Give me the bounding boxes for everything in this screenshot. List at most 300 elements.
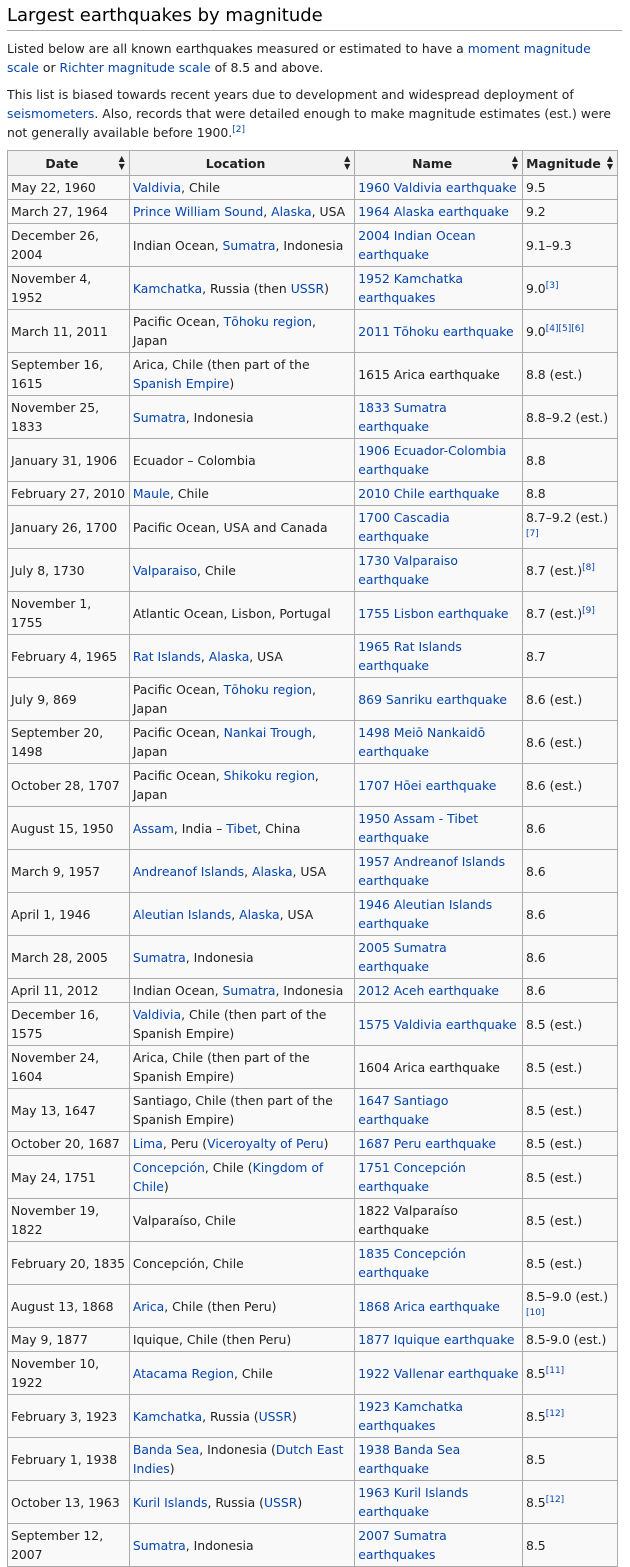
cell-name — [355, 979, 523, 1003]
cell-name — [355, 1328, 523, 1352]
cell-date: April 11, 2012 — [8, 979, 130, 1003]
wiki-link[interactable]: 1755 Lisbon earthquake — [358, 605, 509, 621]
wiki-link[interactable]: USSR — [263, 1494, 298, 1510]
wiki-link[interactable]: 1498 Meiō Nankaidō earthquake — [358, 725, 486, 759]
text-fragment: 8.5 (est.) — [525, 1255, 583, 1271]
wiki-link[interactable]: 1751 Concepción earthquake — [358, 1160, 466, 1194]
text-fragment: 9.5 — [525, 180, 546, 195]
intro-paragraph-1 — [7, 39, 622, 77]
cell-name — [355, 549, 523, 592]
wiki-link[interactable]: 1957 Andreanof Islands earthquake — [358, 854, 506, 888]
text-fragment: ) — [324, 280, 329, 296]
table-row — [8, 1242, 618, 1285]
cell-date: November 10, 1922 — [8, 1352, 130, 1395]
citation-superscript — [546, 1494, 564, 1504]
column-header-label: Location — [205, 155, 266, 171]
cell-location — [129, 893, 354, 936]
cell-date: February 4, 1965 — [8, 635, 130, 678]
text-fragment: , Indonesia — [275, 237, 344, 253]
citation-link[interactable]: [12] — [545, 1408, 565, 1419]
wiki-link[interactable]: Sumatra — [132, 1537, 186, 1553]
column-header-label: Name — [412, 155, 453, 171]
cell-magnitude — [522, 224, 617, 267]
text-fragment: 8.7 — [525, 648, 546, 664]
text-fragment: ) — [297, 1494, 303, 1510]
cell-name — [355, 1199, 523, 1242]
cell-date: May 22, 1960 — [8, 176, 130, 200]
cell-date: January 26, 1700 — [8, 506, 130, 549]
table-row — [8, 506, 618, 549]
citation-link[interactable]: [11] — [545, 1365, 565, 1376]
cell-name — [355, 764, 523, 807]
cell-name — [355, 850, 523, 893]
wiki-link[interactable]: 1877 Iquique earthquake — [358, 1332, 515, 1347]
citation-link[interactable]: [9] — [582, 605, 595, 616]
citation-link[interactable]: [2] — [232, 124, 245, 135]
text-fragment: ) — [169, 1461, 175, 1476]
text-fragment: , Indonesia — [185, 409, 254, 425]
cell-location — [129, 353, 354, 396]
wiki-link[interactable]: Tibet — [226, 820, 258, 836]
cell-date: February 3, 1923 — [8, 1395, 130, 1438]
cell-magnitude — [522, 764, 617, 807]
cell-location — [129, 506, 354, 549]
citation-link[interactable]: [10] — [525, 1307, 545, 1318]
text-fragment: Pacific Ocean, — [132, 314, 224, 329]
table-row — [8, 979, 618, 1003]
cell-location — [129, 176, 354, 200]
cell-date: November 25, 1833 — [8, 396, 130, 439]
table-row — [8, 635, 618, 678]
wiki-link[interactable]: 2005 Sumatra earthquake — [358, 940, 447, 974]
cell-magnitude — [522, 1046, 617, 1089]
cell-magnitude — [522, 1524, 617, 1567]
wiki-link[interactable]: 1575 Valdivia earthquake — [358, 1016, 517, 1032]
text-fragment: , — [231, 906, 240, 922]
text-fragment: 9.1–9.3 — [525, 237, 572, 253]
cell-magnitude — [522, 1438, 617, 1481]
cell-name — [355, 439, 523, 482]
wiki-link[interactable]: 1952 Kamchatka earthquakes — [358, 271, 464, 305]
cell-name — [355, 482, 523, 506]
wiki-link[interactable]: Nankai Trough — [223, 725, 313, 740]
cell-date: October 28, 1707 — [8, 764, 130, 807]
table-row — [8, 200, 618, 224]
text-fragment: 8.6 — [525, 949, 546, 965]
cell-magnitude — [522, 482, 617, 506]
wiki-link[interactable]: seismometers — [7, 106, 95, 121]
cell-date: December 26, 2004 — [8, 224, 130, 267]
wiki-link[interactable]: Alaska — [271, 204, 312, 219]
wiki-link[interactable]: Richter magnitude scale — [59, 60, 211, 75]
text-fragment: , Chile (then part of the Spanish Empire) — [132, 1007, 327, 1041]
cell-magnitude — [522, 893, 617, 936]
text-fragment: 8.5 — [525, 1365, 546, 1381]
text-fragment: , Chile — [181, 180, 220, 195]
cell-date: November 4, 1952 — [8, 267, 130, 310]
cell-date: August 13, 1868 — [8, 1285, 130, 1328]
text-fragment: 8.6 (est.) — [525, 691, 583, 707]
cell-magnitude — [522, 721, 617, 764]
cell-magnitude — [522, 176, 617, 200]
wiki-link[interactable]: Kingdom of Chile — [132, 1160, 324, 1194]
cell-name — [355, 200, 523, 224]
wiki-link[interactable]: Alaska — [252, 863, 293, 879]
wiki-link[interactable]: 1946 Aleutian Islands earthquake — [358, 897, 493, 931]
text-fragment: 8.5 — [525, 1408, 546, 1424]
cell-date: March 9, 1957 — [8, 850, 130, 893]
text-fragment: Santiago, Chile (then part of the Spanish Empire) — [132, 1093, 333, 1127]
text-fragment: 8.5 — [525, 1494, 546, 1510]
text-fragment: , Russia ( — [202, 1408, 259, 1424]
text-fragment: , — [244, 863, 253, 879]
text-fragment: , — [263, 204, 272, 219]
citation-superscript — [546, 1365, 564, 1375]
cell-magnitude — [522, 1199, 617, 1242]
text-fragment: , Russia (then — [202, 280, 291, 296]
cell-name — [355, 1156, 523, 1199]
text-fragment: , Indonesia — [185, 949, 254, 965]
text-fragment: ) — [229, 376, 235, 391]
cell-location — [129, 482, 354, 506]
wiki-link[interactable]: 1868 Arica earthquake — [358, 1298, 500, 1314]
cell-name — [355, 807, 523, 850]
text-fragment: , Japan — [132, 768, 319, 802]
wiki-link[interactable]: Kuril Islands — [132, 1494, 208, 1510]
table-row — [8, 807, 618, 850]
wiki-link[interactable]: Tōhoku region — [223, 314, 313, 329]
wiki-link[interactable]: Aleutian Islands — [132, 906, 232, 922]
cell-location — [129, 224, 354, 267]
text-fragment: Listed below are all known earthquakes measured or estimated to have a — [7, 41, 468, 56]
cell-magnitude — [522, 1395, 617, 1438]
sort-arrows-icon[interactable]: ▲ ▼ — [118, 154, 125, 171]
wiki-link[interactable]: 869 Sanriku earthquake — [358, 691, 508, 707]
text-fragment: , India – — [173, 820, 227, 836]
cell-date: December 16, 1575 — [8, 1003, 130, 1046]
cell-name — [355, 1352, 523, 1395]
table-row — [8, 1352, 618, 1395]
wiki-link[interactable]: 1922 Vallenar earthquake — [358, 1365, 519, 1381]
wiki-link[interactable]: 1707 Hōei earthquake — [358, 777, 497, 793]
text-fragment: ) — [163, 1179, 169, 1194]
citation-link[interactable]: [4][5][6] — [545, 323, 584, 334]
wiki-link[interactable]: 1833 Sumatra earthquake — [358, 400, 447, 434]
text-fragment: 8.5 (est.) — [525, 1059, 583, 1075]
wiki-link[interactable]: Sumatra — [222, 237, 276, 253]
text-fragment: 8.7 (est.) — [525, 562, 583, 578]
text-fragment: 9.2 — [525, 204, 546, 219]
citation-superscript — [526, 1308, 544, 1318]
wiki-link[interactable]: Valdivia — [132, 1007, 182, 1022]
text-fragment: 8.6 — [525, 820, 546, 836]
cell-name — [355, 635, 523, 678]
wiki-link[interactable]: Tōhoku region — [223, 682, 313, 697]
cell-location — [129, 200, 354, 224]
text-fragment: 8.6 (est.) — [525, 777, 583, 793]
column-header-name[interactable] — [355, 151, 523, 176]
table-row — [8, 893, 618, 936]
cell-location — [129, 592, 354, 635]
text-fragment: Pacific Ocean, — [132, 682, 224, 697]
cell-magnitude — [522, 310, 617, 353]
cell-date: May 24, 1751 — [8, 1156, 130, 1199]
table-row — [8, 1524, 618, 1567]
column-header-magnitude[interactable] — [522, 151, 617, 176]
citation-superscript — [526, 529, 539, 539]
wiki-link[interactable]: Sumatra — [132, 409, 186, 425]
table-row — [8, 1438, 618, 1481]
text-fragment: 1604 Arica earthquake — [358, 1059, 500, 1075]
wiki-link[interactable]: Prince William Sound — [132, 204, 264, 219]
text-fragment: ) — [292, 1408, 297, 1424]
text-fragment: 8.5 (est.) — [525, 1136, 583, 1151]
text-fragment: 8.6 — [525, 906, 546, 922]
cell-magnitude — [522, 353, 617, 396]
citation-superscript — [546, 280, 559, 290]
cell-name — [355, 1395, 523, 1438]
cell-date: November 19, 1822 — [8, 1199, 130, 1242]
cell-name — [355, 893, 523, 936]
wiki-link[interactable]: 1938 Banda Sea earthquake — [358, 1442, 461, 1476]
text-fragment: Pacific Ocean, — [132, 768, 224, 783]
column-header-location[interactable] — [129, 151, 354, 176]
text-fragment: Pacific Ocean, USA and Canada — [132, 519, 328, 535]
text-fragment: , Chile — [170, 486, 209, 501]
wiki-link[interactable]: 1647 Santiago earthquake — [358, 1093, 449, 1127]
text-fragment: , Japan — [132, 314, 316, 348]
text-fragment: or — [38, 60, 60, 75]
wiki-link[interactable]: Spanish Empire — [132, 376, 230, 391]
cell-date: January 31, 1906 — [8, 439, 130, 482]
text-fragment: , Chile (then Peru) — [164, 1298, 277, 1314]
wiki-link[interactable]: 1964 Alaska earthquake — [358, 204, 509, 219]
cell-location — [129, 1395, 354, 1438]
text-fragment: 8.8 — [525, 452, 546, 468]
text-fragment: 8.8 — [525, 486, 546, 501]
wiki-link[interactable]: Lima — [132, 1136, 163, 1151]
cell-date: May 13, 1647 — [8, 1089, 130, 1132]
cell-magnitude — [522, 200, 617, 224]
wiki-link[interactable]: 1700 Cascadia earthquake — [358, 510, 450, 544]
cell-magnitude — [522, 1352, 617, 1395]
text-fragment: 8.6 — [525, 983, 546, 998]
cell-location — [129, 1199, 354, 1242]
text-fragment: , Chile ( — [204, 1160, 253, 1175]
wiki-link[interactable]: Rat Islands — [132, 648, 201, 664]
wiki-link[interactable]: 1965 Rat Islands earthquake — [358, 639, 462, 673]
cell-location — [129, 1046, 354, 1089]
text-fragment: 8.5 — [525, 1537, 546, 1553]
text-fragment: 8.5 (est.) — [525, 1212, 583, 1228]
text-fragment: , Chile — [233, 1365, 273, 1381]
text-fragment: Concepción, Chile — [132, 1255, 244, 1271]
cell-name — [355, 1285, 523, 1328]
cell-magnitude — [522, 592, 617, 635]
cell-name — [355, 721, 523, 764]
cell-name — [355, 678, 523, 721]
wiki-link[interactable]: Shikoku region — [223, 768, 315, 783]
table-row — [8, 1003, 618, 1046]
text-fragment: Arica, Chile (then part of the Spanish Empire) — [132, 1050, 310, 1084]
cell-magnitude — [522, 979, 617, 1003]
cell-magnitude — [522, 267, 617, 310]
cell-magnitude — [522, 1328, 617, 1352]
text-fragment: This list is biased towards recent years due to development and widespread deployment of — [7, 87, 574, 102]
citation-superscript — [582, 605, 595, 615]
wiki-link[interactable]: 1963 Kuril Islands earthquake — [358, 1485, 469, 1519]
table-row — [8, 1481, 618, 1524]
text-fragment: Pacific Ocean, — [132, 725, 224, 740]
cell-magnitude — [522, 635, 617, 678]
sort-arrows-icon[interactable]: ▲ ▼ — [344, 154, 351, 171]
cell-magnitude — [522, 1132, 617, 1156]
wiki-link[interactable]: Assam — [132, 820, 174, 836]
cell-location — [129, 1481, 354, 1524]
wiki-link[interactable]: Maule — [132, 486, 171, 501]
cell-date: November 24, 1604 — [8, 1046, 130, 1089]
earthquakes-table — [7, 150, 618, 1567]
text-fragment: , Japan — [132, 682, 316, 716]
wiki-link[interactable]: Valparaiso — [132, 562, 198, 578]
cell-date: July 9, 869 — [8, 678, 130, 721]
wiki-link[interactable]: Kamchatka — [132, 1408, 203, 1424]
table-row — [8, 1089, 618, 1132]
table-row — [8, 549, 618, 592]
wiki-link[interactable]: 2007 Sumatra earthquakes — [358, 1528, 447, 1562]
wiki-link[interactable]: 2010 Chile earthquake — [358, 486, 500, 501]
wiki-link[interactable]: Concepción — [132, 1160, 205, 1175]
column-header-label: Date — [45, 155, 79, 171]
citation-superscript — [582, 562, 595, 572]
wiki-link[interactable]: 1730 Valparaiso earthquake — [358, 553, 458, 587]
text-fragment: 8.5 (est.) — [525, 1102, 583, 1118]
cell-location — [129, 1156, 354, 1199]
column-header-date[interactable] — [8, 151, 130, 176]
wiki-link[interactable]: 1906 Ecuador-Colombia earthquake — [358, 443, 507, 477]
wiki-link[interactable]: Alaska — [208, 648, 250, 664]
cell-name — [355, 353, 523, 396]
wiki-link[interactable]: USSR — [258, 1408, 293, 1424]
text-fragment: of 8.5 and above. — [210, 60, 324, 75]
text-fragment: 8.5 (est.) — [525, 1016, 583, 1032]
table-row — [8, 1285, 618, 1328]
text-fragment: 8.7–9.2 (est.) — [525, 510, 609, 525]
wiki-link[interactable]: Sumatra — [222, 983, 276, 998]
table-row — [8, 1132, 618, 1156]
wiki-link[interactable]: Banda Sea — [132, 1442, 200, 1457]
wiki-link[interactable]: 2011 Tōhoku earthquake — [358, 323, 514, 339]
citation-link[interactable]: [12] — [545, 1494, 565, 1505]
cell-name — [355, 1438, 523, 1481]
cell-location — [129, 850, 354, 893]
text-fragment: 8.8 (est.) — [525, 366, 583, 382]
table-body — [8, 176, 618, 1567]
cell-magnitude — [522, 506, 617, 549]
cell-location — [129, 678, 354, 721]
citation-superscript — [546, 1408, 564, 1418]
cell-magnitude — [522, 1242, 617, 1285]
text-fragment: , USA — [249, 648, 283, 664]
table-row — [8, 353, 618, 396]
cell-date: July 8, 1730 — [8, 549, 130, 592]
wiki-link[interactable]: Andreanof Islands — [132, 863, 245, 879]
wiki-link[interactable]: moment magnitude scale — [7, 41, 591, 75]
text-fragment: . Also, records that were detailed enough to make magnitude estimates (est.) were not generally available before 1900. — [7, 106, 612, 140]
citation-link[interactable]: [7] — [525, 528, 539, 539]
table-row — [8, 176, 618, 200]
wiki-link[interactable]: Alaska — [239, 906, 280, 922]
table-row — [8, 1328, 618, 1352]
cell-name — [355, 1089, 523, 1132]
cell-name — [355, 936, 523, 979]
table-row — [8, 936, 618, 979]
text-fragment: 8.7 (est.) — [525, 605, 583, 621]
citation-link[interactable]: [3] — [545, 280, 559, 291]
wiki-link[interactable]: 1835 Concepción earthquake — [358, 1246, 466, 1280]
table-row — [8, 439, 618, 482]
table-row — [8, 1395, 618, 1438]
table-row — [8, 721, 618, 764]
wiki-link[interactable]: 1950 Assam - Tibet earthquake — [358, 811, 479, 845]
wiki-link[interactable]: 1960 Valdivia earthquake — [358, 180, 517, 195]
cell-location — [129, 267, 354, 310]
wiki-link[interactable]: 2004 Indian Ocean earthquake — [358, 228, 476, 262]
cell-magnitude — [522, 549, 617, 592]
text-fragment: Indian Ocean, — [132, 237, 223, 253]
cell-magnitude — [522, 1003, 617, 1046]
wiki-link[interactable]: Sumatra — [132, 949, 186, 965]
sort-arrows-icon[interactable]: ▲ ▼ — [606, 154, 613, 171]
wiki-link[interactable]: 2012 Aceh earthquake — [358, 983, 499, 998]
cell-name — [355, 1481, 523, 1524]
text-fragment: , — [200, 648, 209, 664]
wiki-link[interactable]: Valdivia — [132, 180, 182, 195]
wiki-link[interactable]: 1923 Kamchatka earthquakes — [358, 1399, 464, 1433]
section-heading: Largest earthquakes by magnitude — [7, 0, 622, 31]
cell-name — [355, 267, 523, 310]
wiki-link[interactable]: USSR — [290, 280, 325, 296]
wiki-link[interactable]: Arica — [132, 1298, 165, 1314]
cell-location — [129, 439, 354, 482]
cell-date: September 16, 1615 — [8, 353, 130, 396]
text-fragment: 9.0 — [525, 323, 546, 339]
wiki-link[interactable]: Kamchatka — [132, 280, 203, 296]
table-row — [8, 267, 618, 310]
cell-magnitude — [522, 439, 617, 482]
cell-location — [129, 1003, 354, 1046]
text-fragment: , Indonesia ( — [199, 1442, 276, 1457]
cell-location — [129, 1438, 354, 1481]
cell-location — [129, 979, 354, 1003]
cell-location — [129, 1242, 354, 1285]
cell-location — [129, 1524, 354, 1567]
cell-date: October 13, 1963 — [8, 1481, 130, 1524]
intro-paragraph-2 — [7, 85, 622, 142]
citation-link[interactable]: [8] — [582, 562, 595, 573]
cell-magnitude — [522, 850, 617, 893]
wiki-link[interactable]: Atacama Region — [132, 1365, 234, 1381]
wiki-link[interactable]: Viceroyalty of Peru — [207, 1136, 324, 1151]
wiki-link[interactable]: 1687 Peru earthquake — [358, 1136, 496, 1151]
table-header-row — [8, 151, 618, 176]
sort-arrows-icon[interactable]: ▲ ▼ — [511, 154, 518, 171]
column-header-label: Magnitude — [526, 155, 601, 171]
wiki-link[interactable]: Dutch East Indies — [132, 1442, 344, 1476]
cell-name — [355, 176, 523, 200]
table-row — [8, 678, 618, 721]
cell-date: August 15, 1950 — [8, 807, 130, 850]
